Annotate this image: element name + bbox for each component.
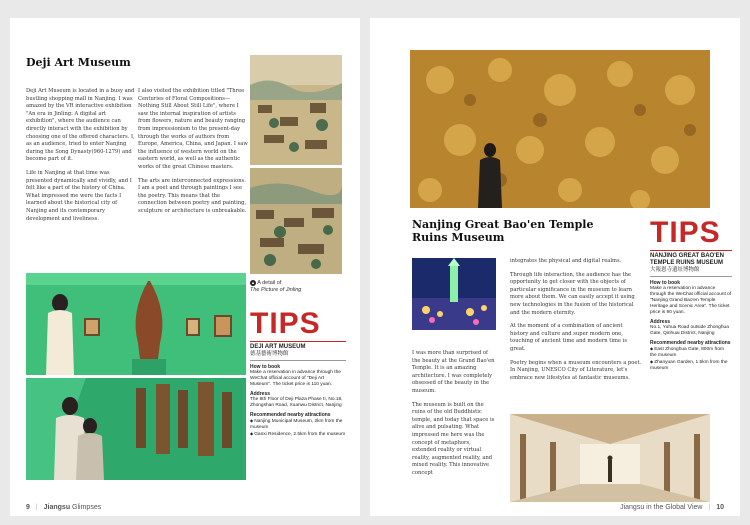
tips-box [650,250,732,372]
museum-gallery-photo-2 [26,378,246,480]
tips-text: Make a reservation in advance through the WeChat official account of "Nanjing Grand Bao'en Temple Heritage and Scenic Area". The ticket price is 90 yuan. [650,286,732,315]
paragraph: I was more than surprised of the beauty at the Grand Bao'en Temple. It is an amazing architecture. I was completely obsessed of the beauty in the museum. [412,350,495,394]
tips-heading: How to book [250,364,280,370]
paragraph: The museum is built on the ruins of the old Buddhistic temple, and today that space is alive and pulsating. What impressed me here was the concept of metaphors, extended reality or virtual reality, augmented reality, and mixed reality. This innovative concept [412,401,495,476]
tips-logo: TIPS [250,307,321,340]
paragraph: At the moment of a combination of ancient history and culture and super modern one, touching of ancient time and modern time is great. [510,323,627,352]
page-title: Deji Art Museum [26,56,131,69]
article-column-1 [26,88,136,229]
tips-heading: Recommended nearby attractions [250,412,331,418]
tips-heading: Recommended nearby attractions [650,340,731,346]
article-column-2 [510,258,642,388]
image-caption: ▲ A detail of The Picture of Jinling [250,280,302,293]
caption-arrow-icon: ▲ [251,280,255,285]
tips-text: No.1, Yuhua Road outside Zhonghua Gate, Qinhuai District, Nanjing [650,325,729,336]
tips-chinese-name: 大報恩寺遺址博物館 [650,267,732,277]
museum-gallery-photo-1 [26,273,246,375]
left-page [10,18,360,516]
tips-text: Make a reservation in advance through the WeChat official account of "Deji Art Museum". The ticket price is 110 yuan. [250,370,341,387]
temple-night-photo [412,258,496,330]
tips-logo: TIPS [650,216,721,249]
paragraph: integrates the physical and digital realms. [510,258,622,264]
tips-heading: Address [650,319,671,325]
page-number: 10 [716,504,724,511]
tips-bullet: ◆ Ganxi Residence, 2.5km from the museum [250,431,346,438]
tips-bullet: ◆ Zhanyuan Garden, 1.5km from the museum [650,359,732,372]
tips-bullet: ◆ Nanjing Municipal Museum, 2km from the museum [250,418,346,431]
paragraph: I also visited the exhibition titled "Three Centuries of Floral Compositions— Nothing Still About Still Life", where I saw the internal inspiration of artists from flowers, nature and beauty ranging from impressionism to the present-day through the works of authors from Europe, America, China, and Japan. I saw the influence of western world on the eastern world, as well as the authentic works of the great Chinese masters. [138,88,248,170]
tips-heading: How to book [650,280,680,286]
page-title: Nanjing Great Bao'en Temple Ruins Museum [412,218,594,244]
temple-carving-photo [410,50,710,208]
painting-detail-image-bottom [250,168,342,274]
tips-bullet: ◆ East Zhonghua Gate, 800m from the museum [650,346,732,359]
magazine-name: Jiangsu [43,504,71,511]
article-column-1 [412,350,496,484]
page-number: 9 [26,504,30,511]
paragraph: Life in Nanjing at that time was presented dynamically and vividly, and I felt like a part of the history of China. What impressed me were the facts I learned about the historical city of Nanjing and its contemporary development and liveliness. [26,169,132,222]
tips-box [250,341,346,438]
section-name: Jiangsu in the Global View [620,504,703,511]
paragraph: Poetry begins when a museum encounters a poet. In Nanjing, UNESCO City of Literature, let's embrace new lifestyles at fantastic museums. [510,359,642,381]
tips-chinese-name: 德基藝術博物館 [250,351,346,361]
tips-heading: Address [250,391,271,397]
paragraph: The arts are interconnected expressions. I am a poet and through paintings I see the poetry. This means that the connection between poetry and painting, sculpture or architecture is unbreakable. [138,177,247,214]
paragraph: Through life interaction, the audience has the opportunity to get closer with the objects of particular significance in the museum to learn more about them. We can easily accept it using new technologies in the fusion of the historical and the modern eternity. [510,271,635,316]
article-column-2 [138,88,248,222]
section-name: Glimpses [72,504,102,511]
page-footer: Jiangsu in the Global View | 10 [620,504,724,511]
painting-detail-image-top [250,55,342,165]
tips-museum-name: NANJING GREAT BAO'EN TEMPLE RUINS MUSEUM [650,250,732,267]
tips-museum-name: DEJI ART MUSEUM [250,341,346,351]
museum-interior-photo [510,414,710,502]
paragraph: Deji Art Museum is located in a busy and bustling shopping mall in Nanjing. I was amazed by the VR interactive exhibition "An era in Jinling: A digital art exhibition", where the audience can directly interact with the exhibition by choosing one of the offered characters. I, as an audience, tried to enter Nanjing during the Song Dynasty(960-1279) and become part of it. [26,88,135,163]
tips-text: The 8th Floor of Deji Plaza Phase II, No.18, Zhongshan Road, Xuanwu District, Nanjing [250,397,343,408]
right-page [370,18,740,516]
page-footer: 9 | Jiangsu Glimpses [26,504,102,511]
